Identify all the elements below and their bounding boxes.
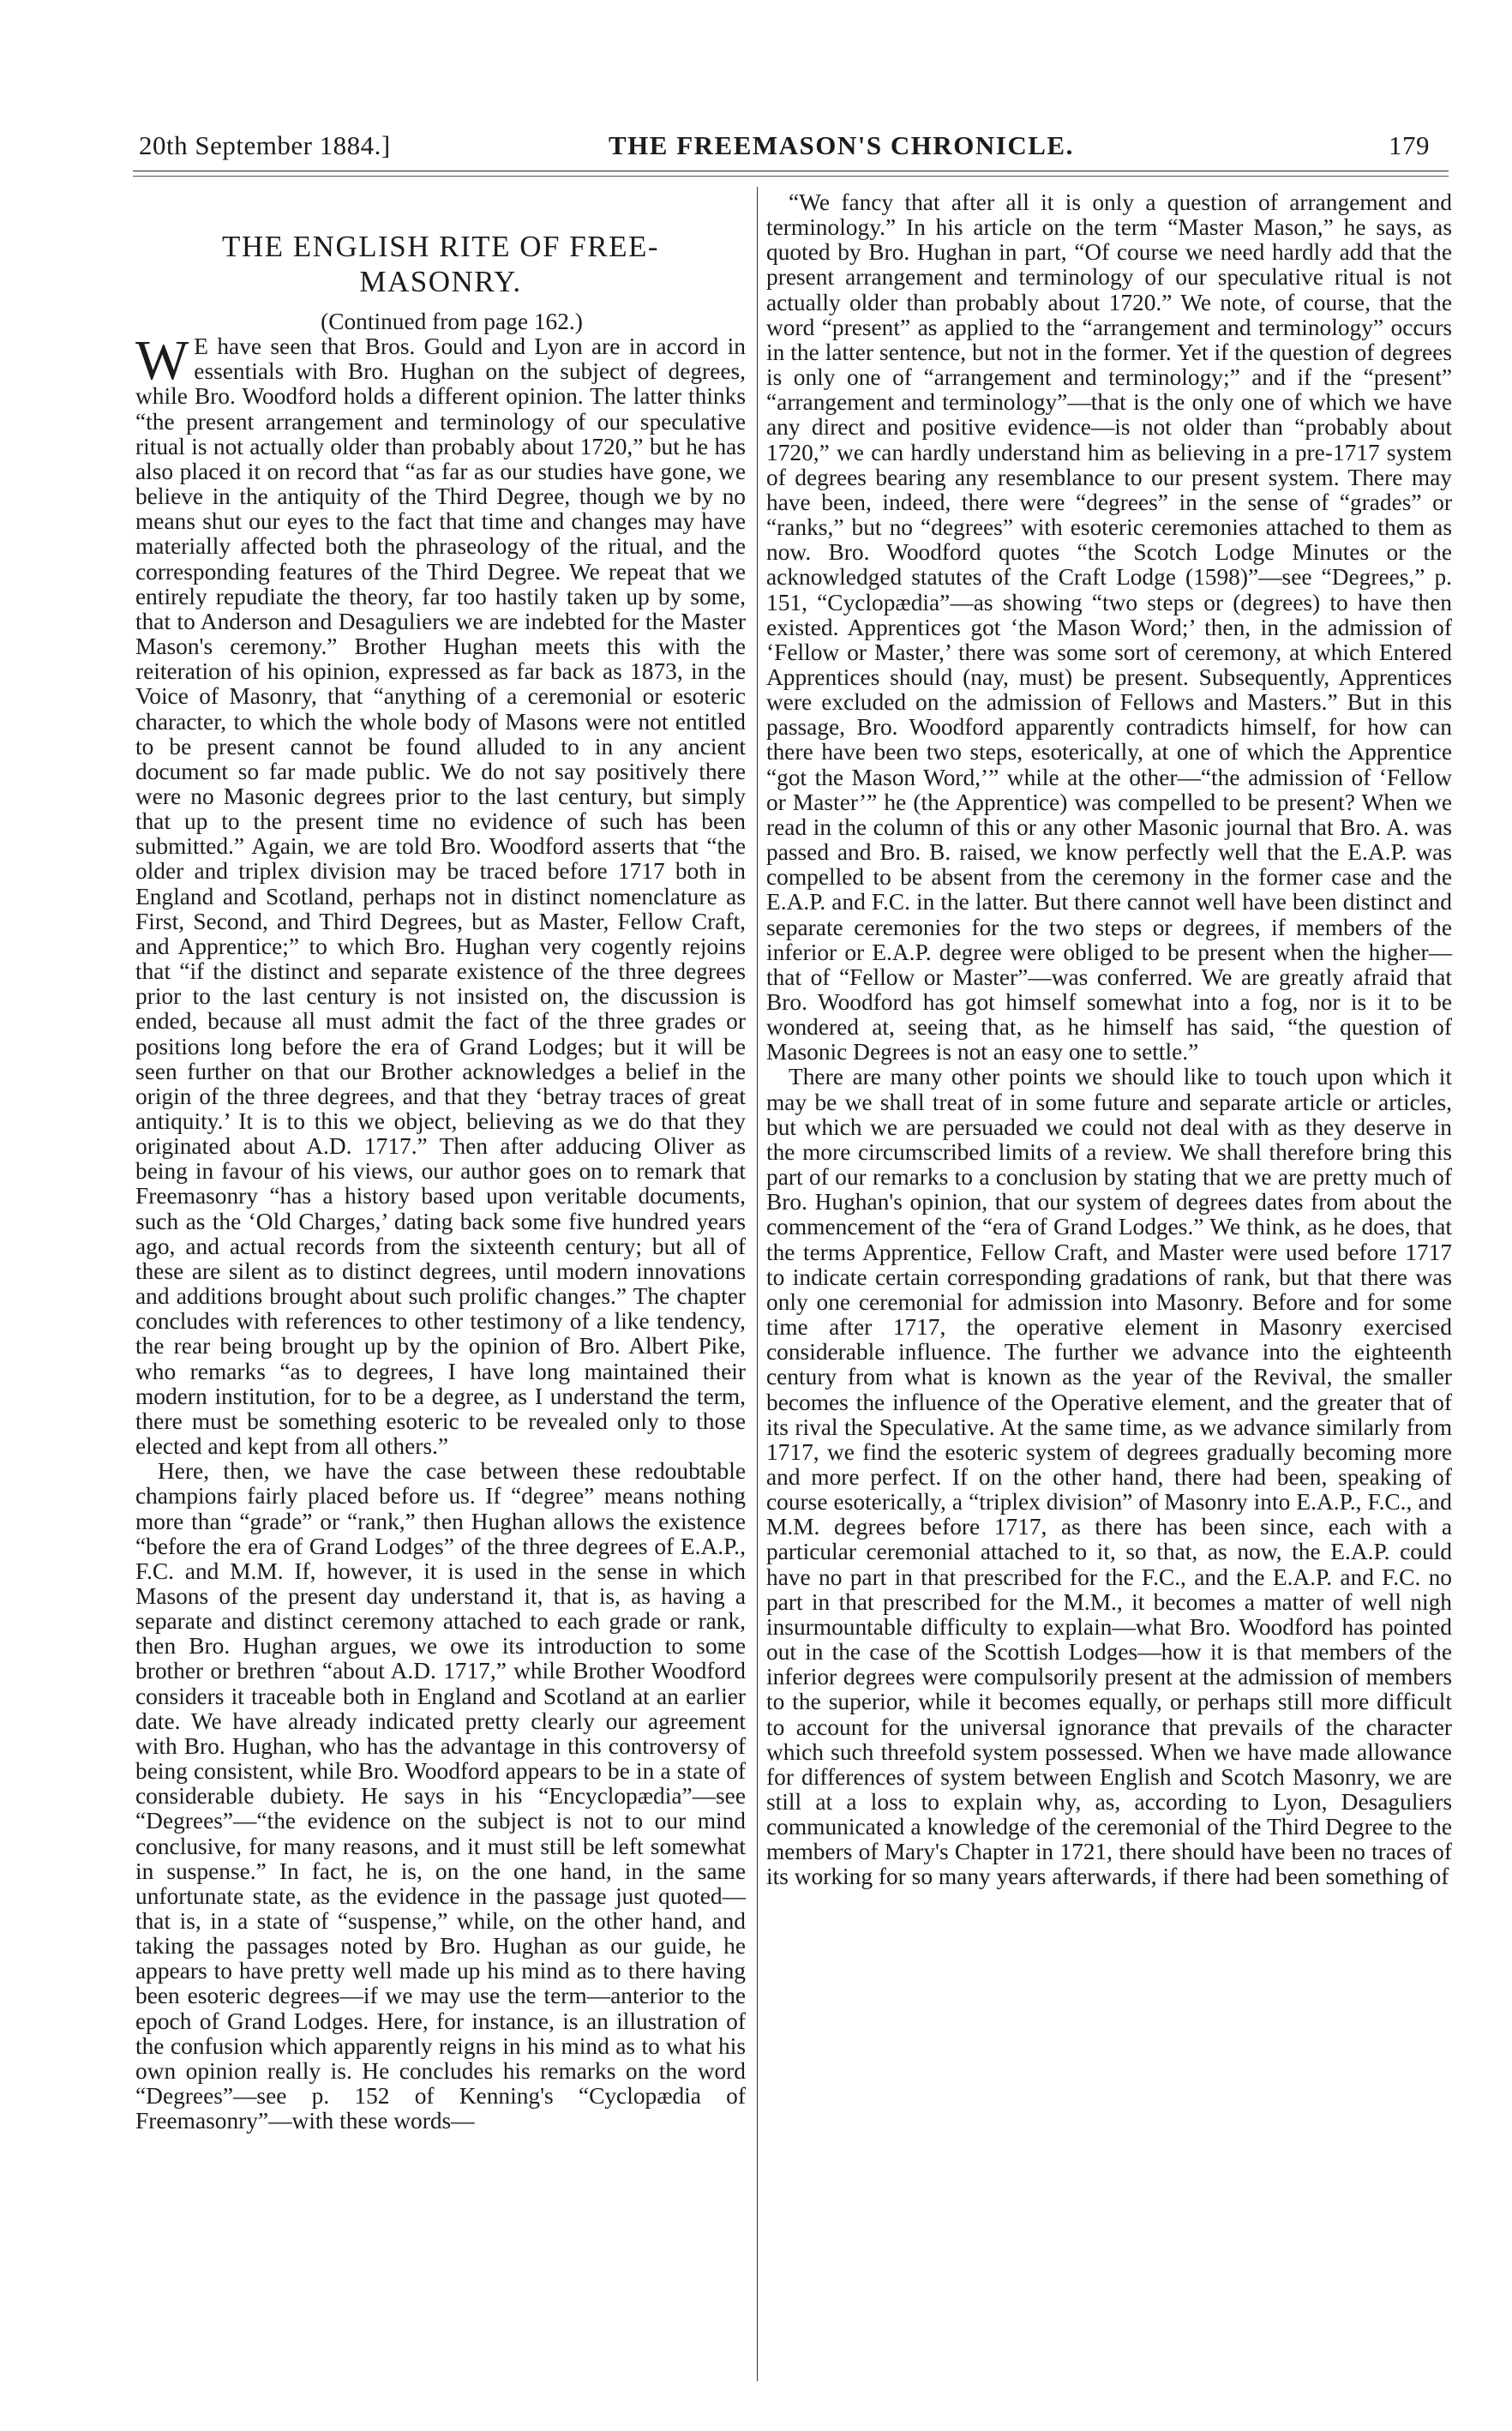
page-number: 179	[1389, 130, 1430, 160]
issue-date: 20th September 1884.]	[139, 130, 391, 160]
publication-title: THE FREEMASON'S CHRONICLE.	[609, 130, 1074, 160]
left-column	[135, 229, 746, 2134]
paragraph: “We fancy that after all it is only a question of arrangement and terminology.” In his article on the term “Master Mason,” he says, as quoted by Bro. Hughan in part, “Of course we need hardly add that the present arrangement and terminology of our speculative ritual is not actually older than probably about 1720.” We note, of course, that the word “present” as applied to the “arrangement and terminology” occurs in the latter sentence, but not in the former. Yet if the question of degrees is only one of “arrangement and terminology;” and if the “present” “arrangement and terminology”—that is the only one of which we have any direct and positive evidence—is not older than “probably about 1720,” we can hardly understand him as believing in a pre-1717 system of degrees bearing any resemblance to our present system. There may have been, indeed, there were “degrees” in the sense of “grades” or “ranks,” but no “degrees” with esoteric ceremonies attached to them as now. Bro. Woodford quotes “the Scotch Lodge Minutes or the acknowledged statutes of the Craft Lodge (1598)”—see “Degrees,” p. 151, “Cyclopædia”—as showing “two steps or (degrees) to have then existed. Apprentices got ‘the Mason Word;’ then, in the admission of ‘Fellow or Master,’ there was some sort of ceremony, at which Entered Apprentices should (nay, must) be present. Subsequently, Apprentices were excluded on the admission of Fellows and Masters.” But in this passage, Bro. Woodford apparently contradicts himself, for how can there have been two steps, esoterically, at one of which the Apprentice “got the Mason Word,’” while at the other—“the admission of ‘Fellow or Master’” he (the Apprentice) was compelled to be present? When we read in the column of this or any other Masonic journal that Bro. A. was passed and Bro. B. raised, we know perfectly well that the E.A.P. was compelled to be absent from the ceremony in the former case and the E.A.P. and F.C. in the latter. But there cannot well have been distinct and separate ceremonies for the two steps or degrees, if members of the inferior or E.A.P. degree were obliged to be present when the higher—that of “Fellow or Master”—was conferred. We are greatly afraid that Bro. Woodford has got himself somewhat into a fog, nor is it to be wondered at, seeing that, as he himself has said, “the question of Masonic Degrees is not an easy one to settle.”	[766, 189, 1452, 1065]
masthead-rule-thin	[133, 176, 1449, 177]
paragraph: There are many other points we should like to touch upon which it may be we shall treat of in some future and separate article or articles, but which we are persuaded we could not deal with as they deserve in the more circumscribed limits of a review. We shall therefore bring this part of our remarks to a conclusion by stating that we are pretty much of Bro. Hughan's opinion, that our system of degrees dates from about the commencement of the “era of Grand Lodges.” We think, as he does, that the terms Apprentice, Fellow Craft, and Master were used before 1717 to indicate certain corresponding gradations of rank, but that there was only one ceremonial for admission into Masonry. Before and for some time after 1717, the operative element in Masonry exercised considerable influence. The further we advance into the eighteenth century from what is known as the year of the Revival, the smaller becomes the influence of the Operative element, and the greater that of its rival the Speculative. At the same time, as we advance similarly from 1717, we find the esoteric system of degrees gradually becoming more and more perfect. If on the other hand, there had been, speaking of course esoterically, a “triplex division” of Masonry into E.A.P., F.C., and M.M. degrees before 1717, as there has been since, each with a particular ceremonial attached to it, so that, as now, the E.A.P. could have no part in that prescribed for the F.C., and the E.A.P. and F.C. no part in that prescribed for the M.M., it becomes a matter of well nigh insurmountable difficulty to explain—what Bro. Woodford has pointed out in the case of the Scottish Lodges—how it is that members of the inferior degrees were compulsorily present at the admission of members to the superior, while it becomes equally, or perhaps still more difficult to account for the universal ignorance that prevails of the character which such threefold system possessed. When we have made allowance for differences of system between English and Scotch Masonry, we are still at a loss to explain why, as, according to Lyon, Desaguliers communicated a knowledge of the ceremonial of the Third Degree to the members of Mary's Chapter in 1721, there should have been no traces of its working for so many years afterwards, if there had been something of	[766, 1064, 1452, 1890]
masthead	[129, 129, 1449, 168]
paragraph-text: E have seen that Bros. Gould and Lyon are in accord in essentials with Bro. Hughan on the subject of degrees, while Bro. Woodford holds a different opinion. The latter thinks “the present arrangement and terminology of our speculative ritual is not actually older than probably about 1720,” but he has also placed it on record that “as far as our studies have gone, we believe in the antiquity of the Third Degree, though we by no means shut our eyes to the fact that time and changes may have materially affected both the phraseology of the ritual, and the corresponding features of the Third Degree. We repeat that we entirely repudiate the theory, far too hastily taken up by some, that to Anderson and Desaguliers we are indebted for the Master Mason's ceremony.” Brother Hughan meets this with the reiteration of his opinion, expressed as far back as 1873, in the Voice of Masonry, that “anything of a ceremonial or esoteric character, to which the whole body of Masons were not entitled to be present cannot be found alluded to in any ancient document so far made public. We do not say positively there were no Masonic degrees prior to the last century, but simply that up to the present time no evidence of such has been submitted.” Again, we are told Bro. Woodford asserts that “the older and triplex division may be traced before 1717 both in England and Scotland, perhaps not in distinct nomenclature as First, Second, and Third Degrees, but as Master, Fellow Craft, and Apprentice;” to which Bro. Hughan very cogently rejoins that “if the distinct and separate existence of the three degrees prior to the last century is not insisted on, the discussion is ended, because all must admit the fact of the three grades or positions long before the era of Grand Lodges; but it will be seen further on that our Brother acknowledges a belief in the origin of the three degrees, and that they ‘betray traces of great antiquity.’ It is to this we object, believing as we do that they originated about A.D. 1717.” Then after adducing Oliver as being in favour of his views, our author goes on to remark that Freemasonry “has a history based upon veritable documents, such as the ‘Old Charges,’ dating back some five hundred years ago, and actual records from the sixteenth century; but all of these are silent as to distinct degrees, until modern innovations and additions brought about such prolific changes.” The chapter concludes with references to other testimony of a like tendency, the rear being brought up by the opinion of Bro. Albert Pike, who remarks “as to degrees, I have long maintained their modern institution, for to be a degree, as I understand the term, there must be something esoteric to be revealed only to those elected and kept from all others.”	[135, 333, 746, 1460]
drop-cap: W	[135, 329, 189, 393]
right-column	[766, 190, 1452, 1890]
paragraph: Here, then, we have the case between these redoubtable champions fairly placed before us. If “degree” means nothing more than “grade” or “rank,” then Hughan allows the existence “before the era of Grand Lodges” of the three degrees of E.A.P., F.C. and M.M. If, however, it is used in the sense in which Masons of the present day understand it, that is, as having a separate and distinct ceremony attached to each grade or rank, then Bro. Hughan argues, we owe its introduction to some brother or brethren “about A.D. 1717,” while Brother Woodford considers it traceable both in England and Scotland at an earlier date. We have already indicated pretty clearly our agreement with Bro. Hughan, who has the advantage in this controversy of being consistent, while Bro. Woodford appears to be in a state of considerable dubiety. He says in his “Encyclopædia”—see “Degrees”—“the evidence on the subject is not to our mind conclusive, for many reasons, and it must still be left somewhat in suspense.” In fact, he is, on the one hand, in the same unfortunate state, as the evidence in the passage just quoted—that is, in a state of “suspense,” while, on the other hand, and taking the passages noted by Bro. Hughan as our guide, he appears to have pretty well made up his mind as to there having been esoteric degrees—if we may use the term—anterior to the epoch of Grand Lodges. Here, for instance, is an illustration of the confusion which apparently reigns in his mind as to what his own opinion really is. He concludes his remarks on the word “Degrees”—see p. 152 of Kenning's “Cyclopædia of Freemasonry”—with these words—	[135, 1458, 746, 2134]
column-rule	[757, 187, 758, 2381]
paragraph	[135, 329, 746, 1460]
continued-note: (Continued from page 162.)	[321, 309, 583, 334]
article-title: THE ENGLISH RITE OF FREE-MASONRY.	[222, 230, 659, 298]
